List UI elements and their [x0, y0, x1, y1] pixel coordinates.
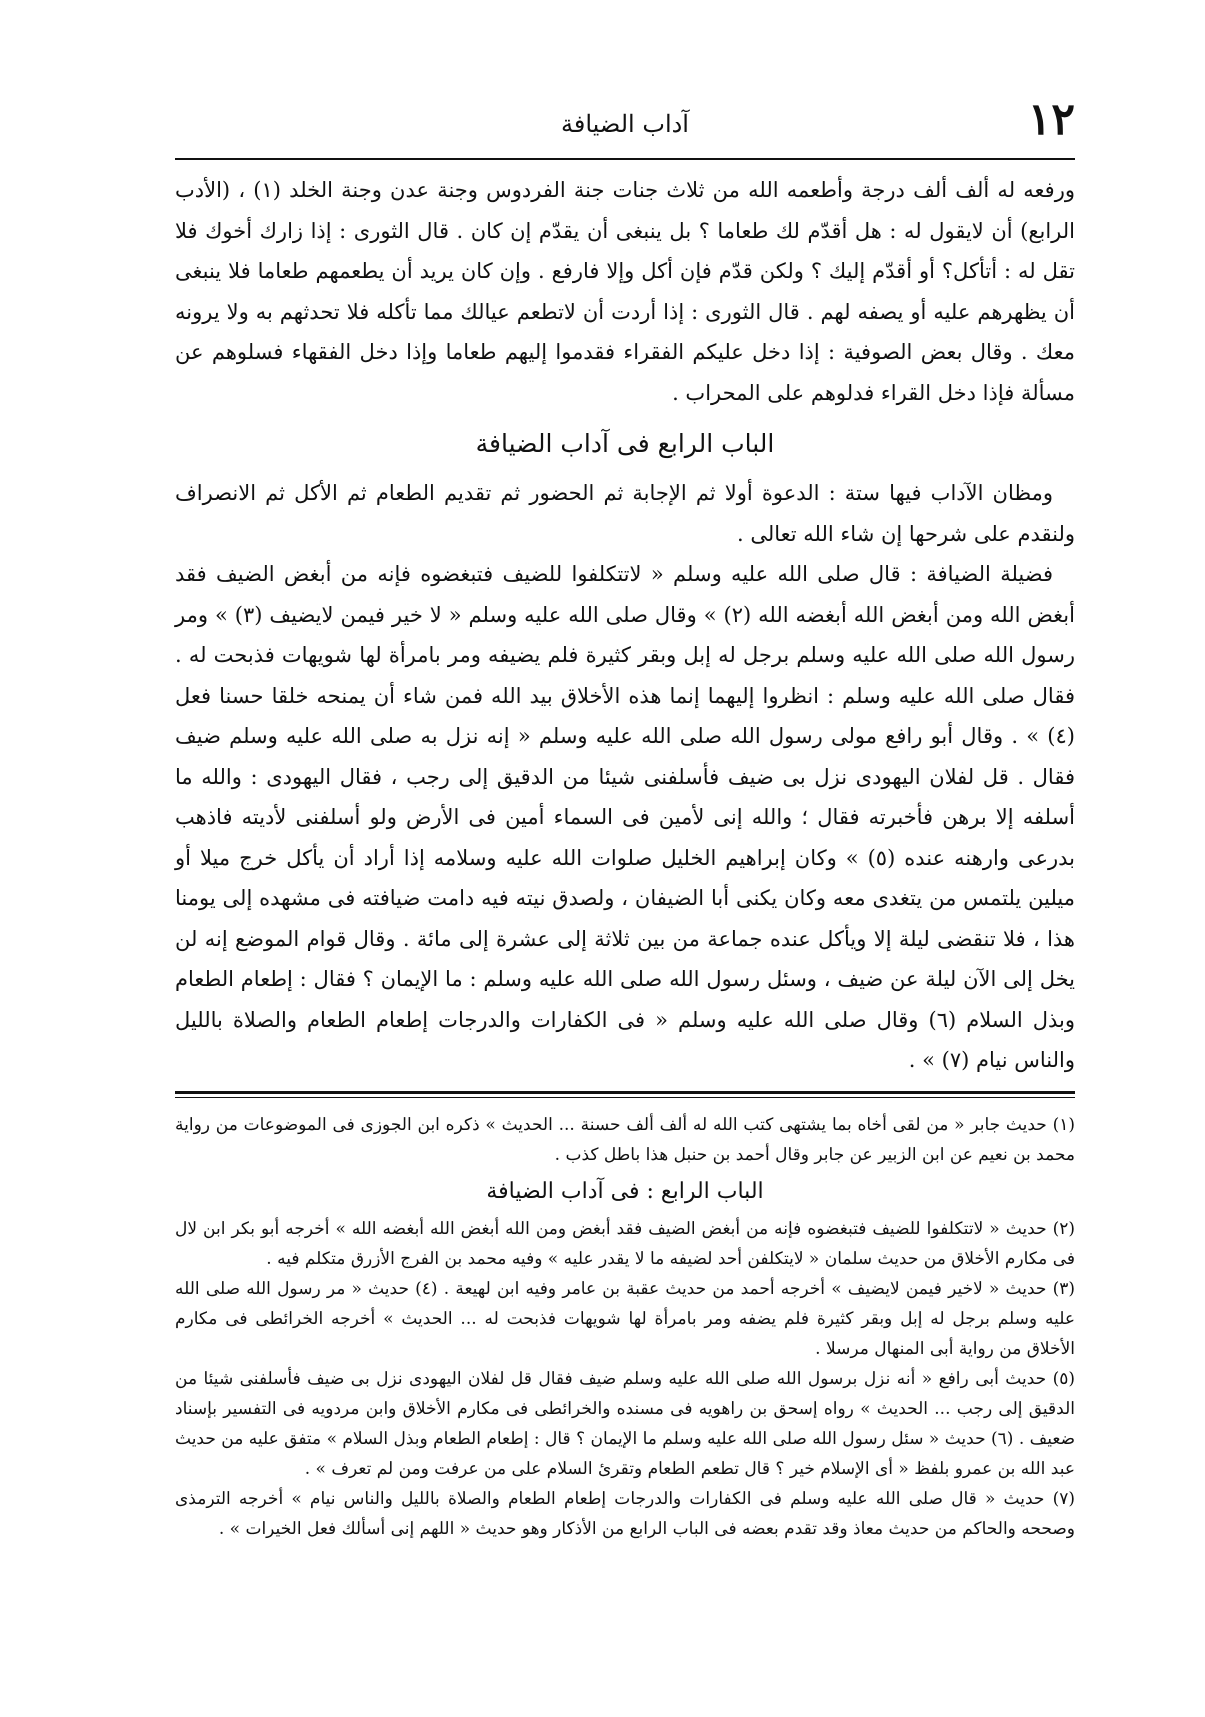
page-header [175, 94, 1075, 160]
page [175, 94, 1076, 1544]
footnote-1: (١) حديث جابر « من لقى أخاه بما يشتهى كتب الله له ألف ألف حسنة ... الحديث » ذكره ابن الجوزى فى الموضوعات من رواية محمد بن نعيم عن ابن الزبير عن جابر وقال أحمد بن حنبل هذا باطل كذب . [175, 1114, 1075, 1165]
footnote-2: (٢) حديث « لاتتكلفوا للضيف فتبغضوه فإنه من أبغض الضيف فقد أبغض ومن الله أبغض الله أبغضه الله » أخرجه أبو بكر ابن لال فى مكارم الأخلاق من حديث سلمان « لايتكلفن أحد لضيفه ما لا يقدر عليه » وفيه محمد بن الفرج الأزرق متكلم فيه . [175, 1218, 1075, 1269]
footnote-7: (٧) حديث « قال صلى الله عليه وسلم فى الكفارات والدرجات إطعام الطعام والصلاة بالليل والناس نيام » أخرجه الترمذى وصححه والحاكم من حديث معاذ وقد تقدم بعضه فى الباب الرابع من الأذكار وهو حديث « اللهم إنى أسألك فعل الخيرات » . [175, 1488, 1075, 1539]
running-title: آداب الضيافة [561, 110, 689, 138]
footnote-divider-thin [175, 1097, 1075, 1098]
paragraph-1: ورفعه له ألف ألف درجة وأطعمه الله من ثلاث جنات جنة الفردوس وجنة عدن وجنة الخلد (١) ، (الأدب الرابع) أن لايقول له : هل أقدّم لك طعاما ؟ بل ينبغى أن يقدّم إن كان . قال الثورى : إذا زارك أخوك فلا تقل له : أتأكل؟ أو أقدّم إليك ؟ ولكن قدّم فإن أكل وإلا فارفع . وإن كان يريد أن يطعمهم طعاما فلا ينبغى أن يظهرهم عليه أو يصفه لهم . قال الثورى : إذا أردت أن لاتطعم عيالك مما تأكله فلا تحدثهم به ولا يرونه معك . وقال بعض الصوفية : إذا دخل عليكم الفقراء فقدموا إليهم طعاما وإذا دخل الفقهاء فسلوهم عن مسألة فإذا دخل القراء فدلوهم على المحراب . [175, 178, 1075, 405]
footnotes [175, 1110, 1075, 1544]
footnote-divider [175, 1091, 1075, 1094]
page-number: ١٢ [1027, 94, 1075, 145]
chapter-title: الباب الرابع فى آداب الضيافة [475, 429, 775, 458]
paragraph-2: ومظان الآداب فيها ستة : الدعوة أولا ثم الإجابة ثم الحضور ثم تقديم الطعام ثم الأكل ثم الانصراف ولنقدم على شرحها إن شاء الله تعالى . [175, 481, 1075, 546]
footnotes-chapter-title: الباب الرابع : فى آداب الضيافة [486, 1178, 764, 1204]
paragraph-3: فضيلة الضيافة : قال صلى الله عليه وسلم « لاتتكلفوا للضيف فتبغضوه فإنه من أبغض الضيف فقد أبغض الله ومن أبغض الله أبغضه الله (٢) » وقال صلى الله عليه وسلم « لا خير فيمن لايضيف (٣) » ومر رسول الله صلى الله عليه وسلم برجل له إبل وبقر كثيرة فلم يضيفه ومر بامرأة لها شويهات فذبحت له . فقال صلى الله عليه وسلم : انظروا إليهما إنما هذه الأخلاق بيد الله فمن شاء أن يمنحه خلقا حسنا فعل (٤) » . وقال أبو رافع مولى رسول الله صلى الله عليه وسلم « إنه نزل به صلى الله عليه وسلم ضيف فقال . قل لفلان اليهودى نزل بى ضيف فأسلفنى شيئا من الدقيق إلى رجب ، فقال اليهودى : والله ما أسلفه إلا برهن فأخبرته فقال ؛ والله إنى لأمين فى السماء أمين فى الأرض ولو أسلفنى لأديته فاذهب بدرعى وارهنه عنده (٥) » وكان إبراهيم الخليل صلوات الله عليه وسلامه إذا أراد أن يأكل خرج ميلا أو ميلين يلتمس من يتغدى معه وكان يكنى أبا الضيفان ، ولصدق نيته فيه دامت ضيافته فى مشهده إلى يومنا هذا ، فلا تنقضى ليلة إلا ويأكل عنده جماعة من بين ثلاثة إلى عشرة إلى مائة . وقال قوام الموضع إنه لن يخل إلى الآن ليلة عن ضيف ، وسئل رسول الله صلى الله عليه وسلم : ما الإيمان ؟ فقال : إطعام الطعام وبذل السلام (٦) وقال صلى الله عليه وسلم « فى الكفارات والدرجات إطعام الطعام والصلاة بالليل والناس نيام (٧) » . [175, 562, 1076, 1072]
footnote-5-6: (٥) حديث أبى رافع « أنه نزل برسول الله صلى الله عليه وسلم ضيف فقال قل لفلان اليهودى نزل بى ضيف فأسلفنى شيئا من الدقيق إلى رجب ... الحديث » رواه إسحق بن راهويه فى مسنده والخرائطى فى مكارم الأخلاق وابن مردويه فى التفسير بإسناد ضعيف . (٦) حديث « سئل رسول الله صلى الله عليه وسلم ما الإيمان ؟ قال : إطعام الطعام وبذل السلام » متفق عليه من حديث عبد الله بن عمرو بلفظ « أى الإسلام خير ؟ قال تطعم الطعام وتقرئ السلام على من عرفت ومن لم تعرف » . [175, 1368, 1076, 1479]
main-text [175, 170, 1075, 1081]
footnote-3-4: (٣) حديث « لاخير فيمن لايضيف » أخرجه أحمد من حديث عقبة بن عامر وفيه ابن لهيعة . (٤) حديث « مر رسول الله صلى الله عليه وسلم برجل له إبل وبقر كثيرة فلم يضفه ومر بامرأة لها شويهات فذبحت له ... الحديث » أخرجه الخرائطى فى مكارم الأخلاق من رواية أبى المنهال مرسلا . [175, 1278, 1076, 1359]
